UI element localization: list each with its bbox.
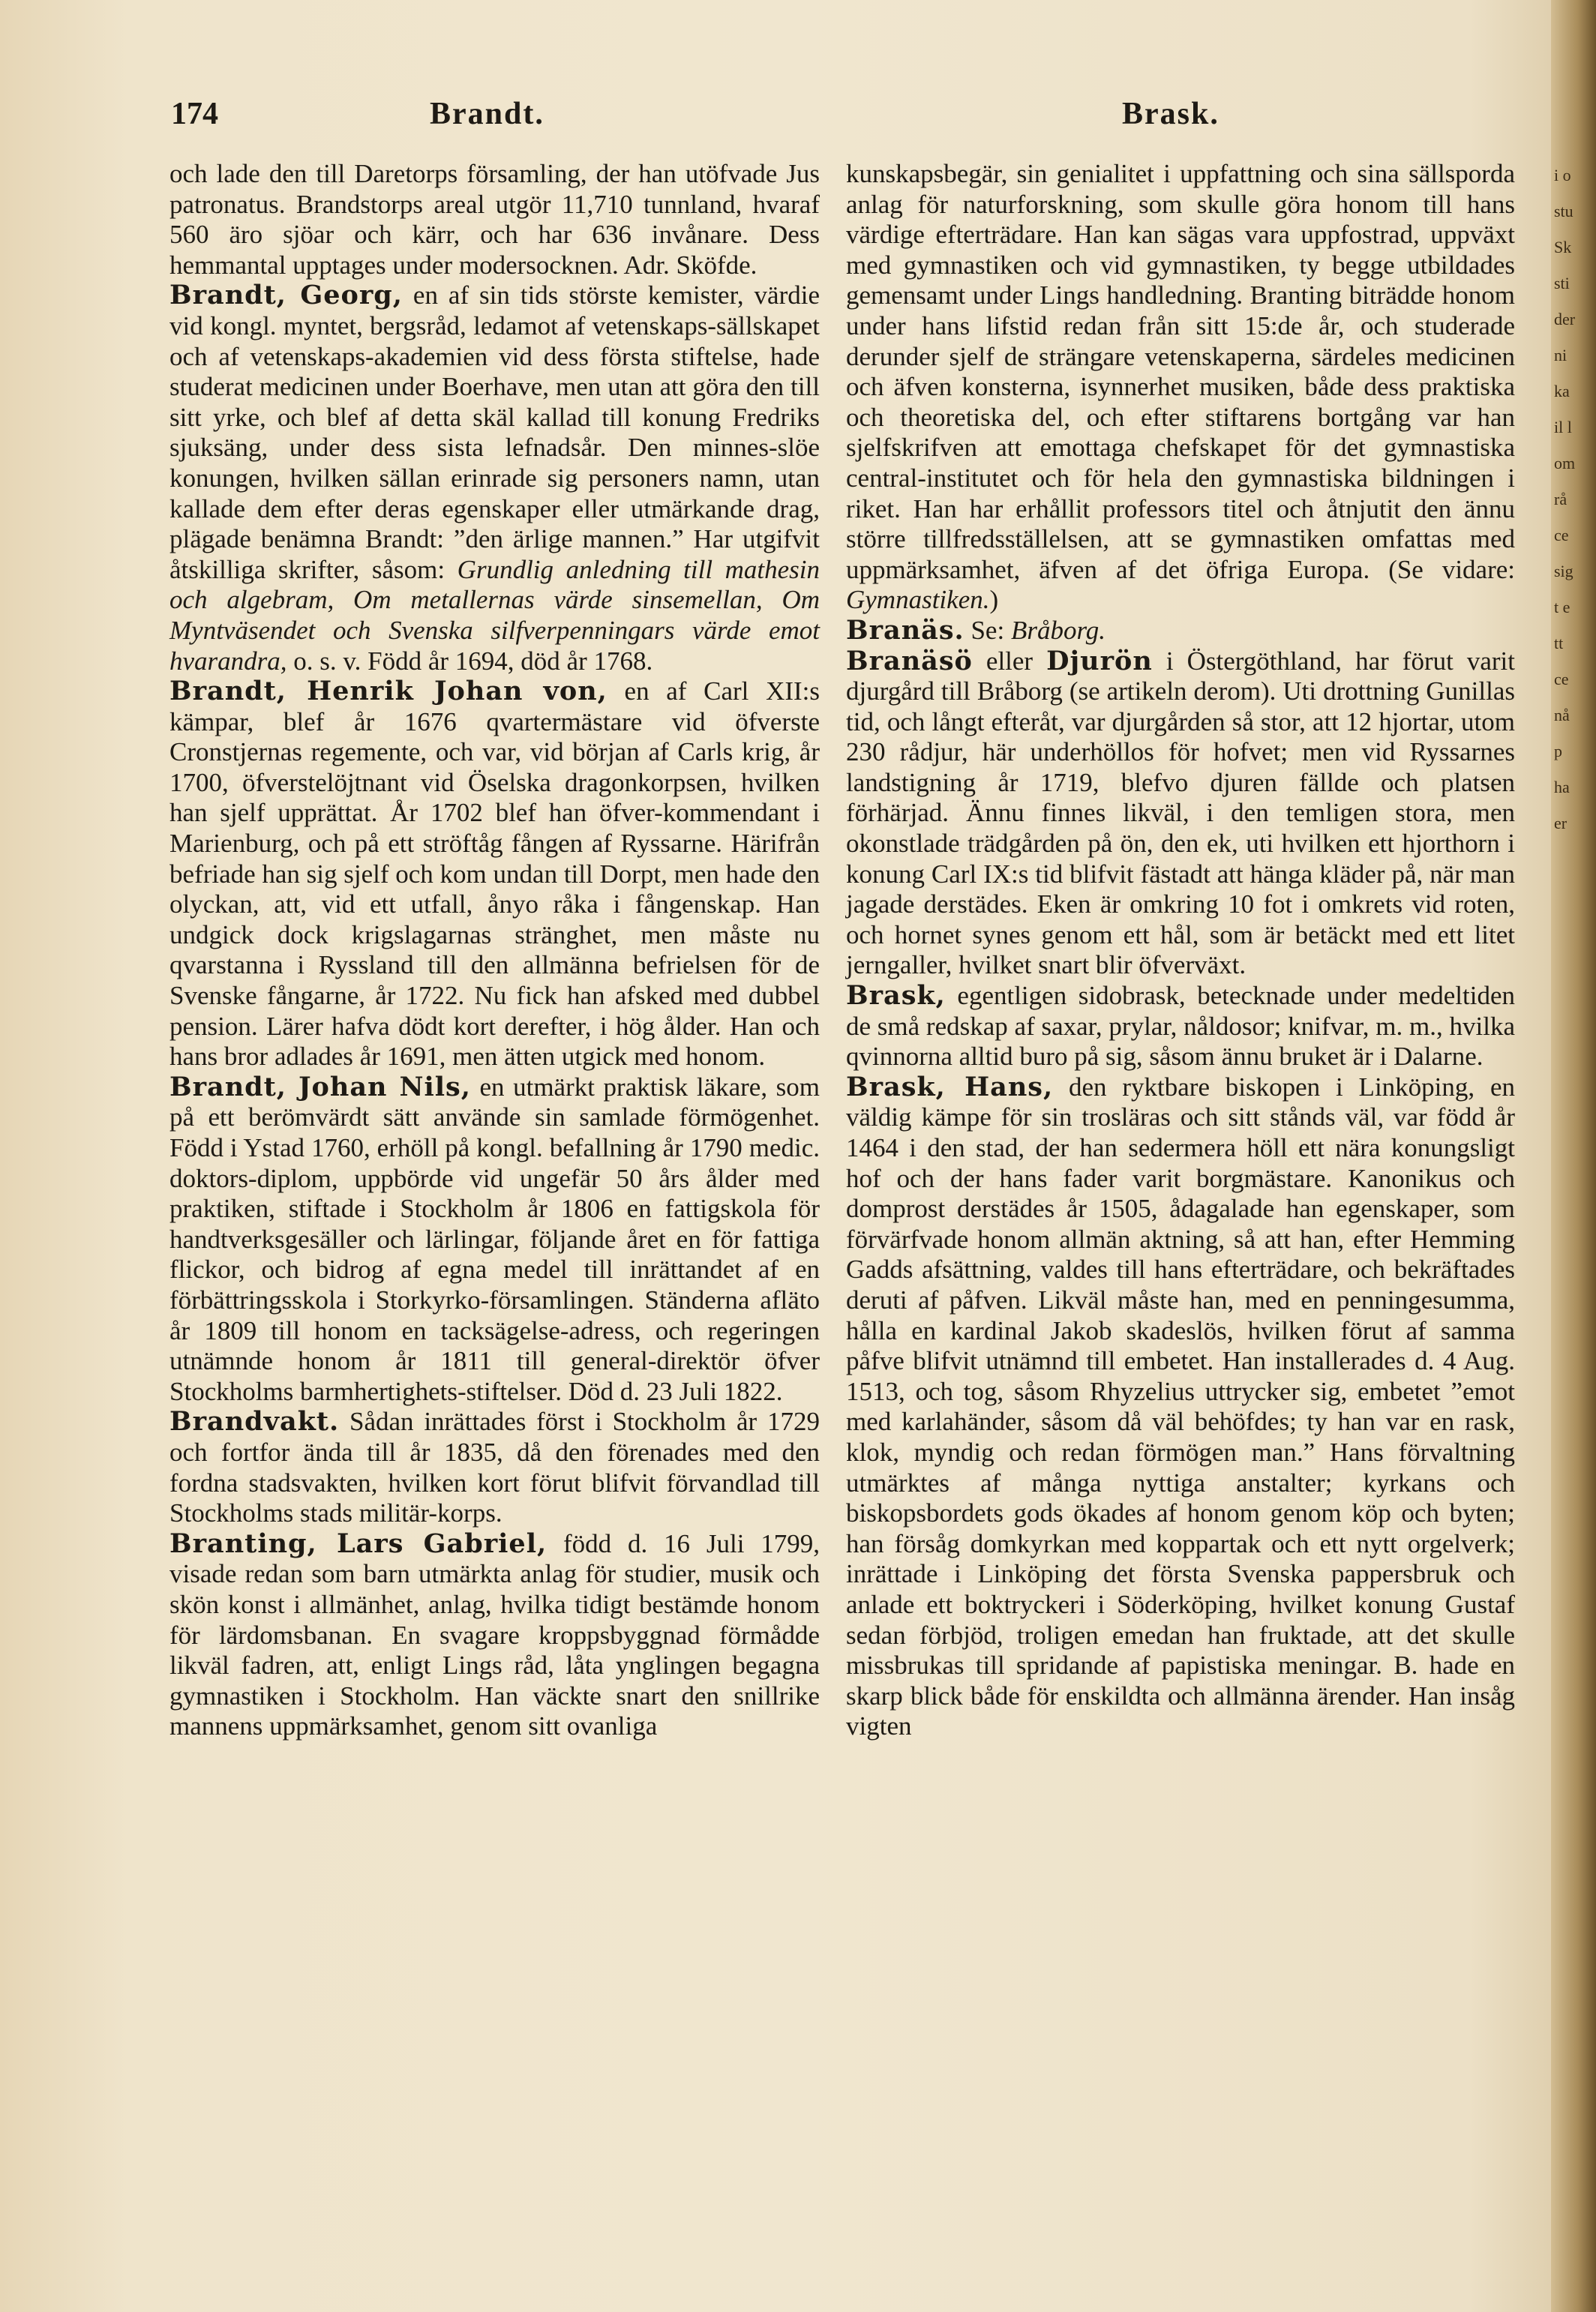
edge-fragment: der — [1554, 310, 1576, 328]
edge-fragment: i o — [1554, 166, 1571, 184]
edge-fragment: p — [1554, 742, 1562, 760]
edge-fragment: ha — [1554, 778, 1570, 796]
entry-text: en utmärkt praktisk läkare, som på ett berömvärdt sätt använde sin samlade förmögenhet. Född i Ystad 1760, erhöll på kongl. befallning år 1790 medic. doktors-diplom, uppbörde vid ungefär 50 års ålder med praktiken, stiftade i Stockholm år 1806 en fattigskola för handtverksgesäller och lärlingar, följande året en för fattiga flickor, och bidrog af egna medel till inrättandet af en förbättringsskola i Storkyrko-församlingen. Ständerna afläto år 1809 till honom en tacksägelse-adress, och regeringen utnämnde honom år 1811 till general-direktör öfver Stockholms barmhertighets-stiftelser. Död d. 23 Juli 1822. — [170, 1072, 820, 1406]
edge-fragment: nå — [1554, 706, 1570, 724]
dictionary-entry — [170, 676, 820, 1072]
edge-fragment: er — [1554, 814, 1568, 832]
dictionary-entry — [170, 1529, 820, 1742]
entry-text: o. s. v. Född år 1694, död år 1768. — [286, 646, 653, 676]
edge-fragment: ni — [1554, 346, 1568, 364]
dictionary-entry — [170, 1072, 820, 1408]
dictionary-entry — [170, 1407, 820, 1528]
dictionary-entry — [846, 1072, 1515, 1742]
left-running-title: Brandt. — [430, 97, 544, 131]
entry-text: i Östergöthland, har förut varit djurgård till Bråborg (se artikeln derom). Uti drottning Gunillas tid, och långt efteråt, var djurgården så stor, att 12 hjortar, utom 230 rådjur, här underhöllos för hofvet; men vid Ryssarnes landstigning år 1719, blefvo djuren fällde och platsen förhärjad. Ännu finnes likväl, i den temligen stora, men okonstlade trädgården på ön, den ek, uti hvilken ett hjorthorn i konung Carl IX:s tid blifvit fästadt att hänga kläder på, när man jagade derstädes. Eken är omkring 10 fot i omkrets vid roten, och hornet synes genom ett hål, som är betäckt med ett litet jerngaller, hvilket snart blir öfverväxt. — [846, 646, 1515, 980]
entry-text: född d. 16 Juli 1799, visade redan som barn utmärkta anlag för studier, musik och skön konst i allmänhet, anlag, hvilka tidigt bestämde honom för lärdomsbanan. En svagare kroppsbyggnad förmådde likväl fadren, att, enligt Lings råd, låta ynglingen begagna gymnastiken i Stockholm. Han väckte snart den snillrike mannens uppmärksamhet, genom sitt ovanliga — [170, 1528, 820, 1741]
right-column — [846, 159, 1515, 1742]
running-header — [171, 96, 1506, 141]
left-column — [170, 159, 820, 1742]
edge-fragment: il l — [1554, 418, 1572, 436]
entry-text: en af Carl XII:s kämpar, blef år 1676 qvartermästare vid öfverste Cronstjernas regemente, och var, vid början af Carls krig, år 1700, öfverstelöjtnant vid Öselska dragonkorpsen, hvilken han sjelf upprättat. År 1702 blef han öfver-kommendant i Marienburg, och på ett ströftåg fången af Ryssarne. Härifrån befriade han sig sjelf och kom undan till Dorpt, men hade den olyckan, att, vid ett utfall, ånyo råka i fångenskap. Han undgick dock krigslagarnas stränghet, men måste nu qvarstanna i Ryssland till den allmänna befrielsen för de Svenske fångarne, år 1722. Nu fick han afsked med dubbel pension. Lärer hafva dödt kort derefter, i hög ålder. Han och hans bror adlades år 1691, men ätten utgick med honom. — [170, 676, 820, 1072]
entry-italic-text: Grundlig anledning till mathesin och algebram, Om metallernas värde sinsemellan, Om Myntväsendet och Svenska silfverpenningars värde emot hvarandra, — [170, 554, 820, 676]
entry-headword: Brandt, Georg, — [170, 280, 403, 311]
edge-fragment: sig — [1554, 562, 1574, 580]
edge-fragment: ka — [1554, 382, 1570, 400]
entry-headword: Brandt, Henrik Johan von, — [170, 676, 608, 707]
entry-text: en af sin tids störste kemister, värdie vid kongl. myntet, bergsråd, ledamot af vetenskaps-sällskapet och af vetenskaps-akademien vid dess första stiftelse, hade studerat medicinen under Boerhave, men utan att göra den till sitt yrke, och blef af detta skäl kallad till konung Fredriks sjuksäng, under dess sista lefnadsår. Den minnes-slöe konungen, hvilken sällan erinrade sig personers namn, utan kallade dem efter deras egenskaper eller utmärkande drag, plägade benämna Brandt: ”den ärlige mannen.” Har utgifvit åtskilliga skrifter, såsom: — [170, 280, 820, 584]
edge-fragment: rå — [1554, 490, 1568, 508]
entry-text: ) — [989, 585, 999, 615]
edge-fragment: ce — [1554, 526, 1569, 544]
edge-fragment: sti — [1554, 274, 1570, 292]
edge-fragment: om — [1554, 454, 1576, 472]
entry-italic-text: Bråborg. — [1010, 615, 1106, 645]
entry-headword: Branäs. — [846, 614, 964, 646]
entry-text: Sådan inrättades först i Stockholm år 1729 och fortfor ända till år 1835, då den förenades med den fordna stadsvakten, hvilken kort förut blifvit förvandlad till Stockholms stads militär-korps. — [170, 1407, 820, 1528]
entry-headword: Brask, Hans, — [846, 1071, 1054, 1102]
dictionary-entry — [846, 981, 1515, 1072]
edge-fragment: tt — [1554, 634, 1564, 652]
entry-text: och lade den till Daretorps församling, der han utöfvade Jus patronatus. Brandstorps areal utgör 11,710 tunnland, hvaraf 560 äro sjöar och kärr, och har 636 invånare. Dess hemmantal upptages under modersocknen. Adr. Sköfde. — [170, 159, 820, 280]
entry-headword: Djurön — [1046, 645, 1153, 676]
edge-fragment: t e — [1554, 598, 1570, 616]
edge-fragment: stu — [1554, 202, 1574, 220]
entry-headword: Brask, — [846, 980, 946, 1012]
edge-fragment: Sk — [1554, 238, 1572, 256]
entry-text: den ryktbare biskopen i Linköping, en väldig kämpe för sin trosläras och sitt stånds väl, var född år 1464 i den stad, der han sedermera höll ett nära konungsligt hof och der hans fader varit borgmästare. Kanonikus och domprost derstädes år 1505, ådagalade han egenskaper, som förvärfvade honom allmän aktning, så att han, efter Hemming Gadds afsättning, valdes till hans efterträdare, och bekräftades deruti af påfven. Likväl måste han, med en penningesumma, hålla en kardinal Jakob skadeslös, hvilken förut af samma påfve blifvit utnämnd till embetet. Han installerades d. 4 Aug. 1513, och tog, såsom Rhyzelius uttrycker sig, embetet ”emot med karlahänder, såsom då väl behöfdes; ty han var en rask, klok, myndig och redan förmögen man.” Hans förvaltning utmärktes af många nyttiga anstalter; kyrkans och biskopsbordets gods ökades af honom genom köp och byten; han försåg domkyrkan med koppartak och ett nytt orgelverk; inrättade i Linköping det första Svenska pappersbruk och anlade ett boktryckeri i Söderköping, hvilket konung Gustaf sedan förbjöd, troligen emedan han fruktade, att det skulle missbrukas till spridande af papistiska meningar. B. hade en skarp blick både för enskildta och allmänna ärender. Han insåg vigten — [846, 1072, 1515, 1741]
dictionary-entry — [846, 646, 1515, 982]
dictionary-entry — [170, 280, 820, 676]
adjacent-page-edge — [1551, 0, 1596, 2312]
entry-text: egentligen sidobrask, betecknade under medeltiden de små redskap af saxar, prylar, nåldosor; knifvar, m. m., hvilka qvinnorna alltid buro på sig, såsom ännu bruket är i Dalarne. — [846, 981, 1515, 1072]
right-running-title: Brask. — [1122, 97, 1220, 131]
entry-headword: Brandt, Johan Nils, — [170, 1071, 471, 1102]
entry-text: Se: — [964, 615, 1011, 645]
entry-italic-text: Gymnastiken. — [846, 585, 990, 615]
entry-text: kunskapsbegär, sin genialitet i uppfattning och sina sällsporda anlag för naturforskning, som skulle göra honom till hans värdige efterträdare. Han kan sägas vara uppfostrad, uppväxt med gymnastiken och vid gymnastiken, ty begge utbildades gemensamt under Lings handledning. Branting biträdde honom under hans lifstid redan från sitt 15:de år, och studerade derunder sjelf de strängare vetenskaperna, särdeles medicinen och äfven konsterna, isynnerhet musiken, både dess praktiska och theoretiska del, och efter stiftarens bortgång var han sjelfskrifven att emottaga chefskapet för det gymnastiska central-institutet och för hela den gymnastiska bildningen i riket. Han har erhållit professors titel och åtnjutit den ännu större tillfredsställelsen, att se gymnastiken omfattas med uppmärksamhet, äfven af det öfriga Europa. (Se vidare: — [846, 159, 1515, 584]
page-number: 174 — [171, 97, 218, 131]
edge-fragment: ce — [1554, 670, 1569, 688]
dictionary-entry — [846, 616, 1515, 646]
entry-headword: Branting, Lars Gabriel, — [170, 1528, 548, 1559]
entry-headword: Branäsö — [846, 645, 973, 676]
entry-text: eller — [972, 646, 1047, 676]
entry-headword: Brandvakt. — [170, 1406, 340, 1438]
continued-text — [846, 159, 1515, 616]
adjacent-page-fragments — [1554, 157, 1593, 841]
continued-text — [170, 159, 820, 280]
